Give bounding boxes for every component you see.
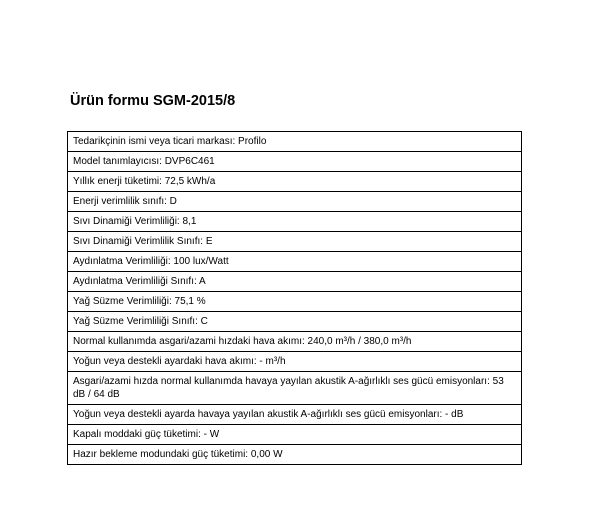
table-row	[68, 252, 522, 272]
spec-airflow-boost: Yoğun veya destekli ayardaki hava akımı: - m³/h	[68, 352, 522, 372]
spec-fluid-efficiency: Sıvı Dinamiği Verimliliği: 8,1	[68, 212, 522, 232]
page-title: Ürün formu SGM-2015/8	[70, 93, 236, 109]
spec-noise-boost: Yoğun veya destekli ayarda havaya yayılan akustik A-ağırlıklı ses gücü emisyonları: - dB	[68, 405, 522, 425]
spec-supplier: Tedarikçinin ismi veya ticari markası: Profilo	[68, 132, 522, 152]
table-row	[68, 192, 522, 212]
table-row	[68, 212, 522, 232]
table-row	[68, 272, 522, 292]
table-row	[68, 445, 522, 465]
product-spec-table	[67, 131, 522, 465]
spec-noise-normal: Asgari/azami hızda normal kullanımda havaya yayılan akustik A-ağırlıklı ses gücü emisyonları: 53 dB / 64 dB	[68, 372, 522, 405]
table-row	[68, 152, 522, 172]
spec-lighting-efficiency: Aydınlatma Verimliliği: 100 lux/Watt	[68, 252, 522, 272]
spec-annual-energy: Yıllık enerji tüketimi: 72,5 kWh/a	[68, 172, 522, 192]
spec-grease-efficiency: Yağ Süzme Verimliliği: 75,1 %	[68, 292, 522, 312]
table-row	[68, 425, 522, 445]
spec-energy-class: Enerji verimlilik sınıfı: D	[68, 192, 522, 212]
spec-model: Model tanımlayıcısı: DVP6C461	[68, 152, 522, 172]
table-row	[68, 132, 522, 152]
table-row	[68, 172, 522, 192]
spec-lighting-class: Aydınlatma Verimliliği Sınıfı: A	[68, 272, 522, 292]
table-row	[68, 232, 522, 252]
spec-power-standby: Hazır bekleme modundaki güç tüketimi: 0,00 W	[68, 445, 522, 465]
table-row	[68, 352, 522, 372]
table-row	[68, 372, 522, 405]
table-row	[68, 405, 522, 425]
table-row	[68, 332, 522, 352]
table-row	[68, 312, 522, 332]
spec-grease-class: Yağ Süzme Verimliliği Sınıfı: C	[68, 312, 522, 332]
spec-airflow-normal: Normal kullanımda asgari/azami hızdaki hava akımı: 240,0 m³/h / 380,0 m³/h	[68, 332, 522, 352]
spec-fluid-class: Sıvı Dinamiği Verimlilik Sınıfı: E	[68, 232, 522, 252]
table-row	[68, 292, 522, 312]
spec-power-off: Kapalı moddaki güç tüketimi: - W	[68, 425, 522, 445]
